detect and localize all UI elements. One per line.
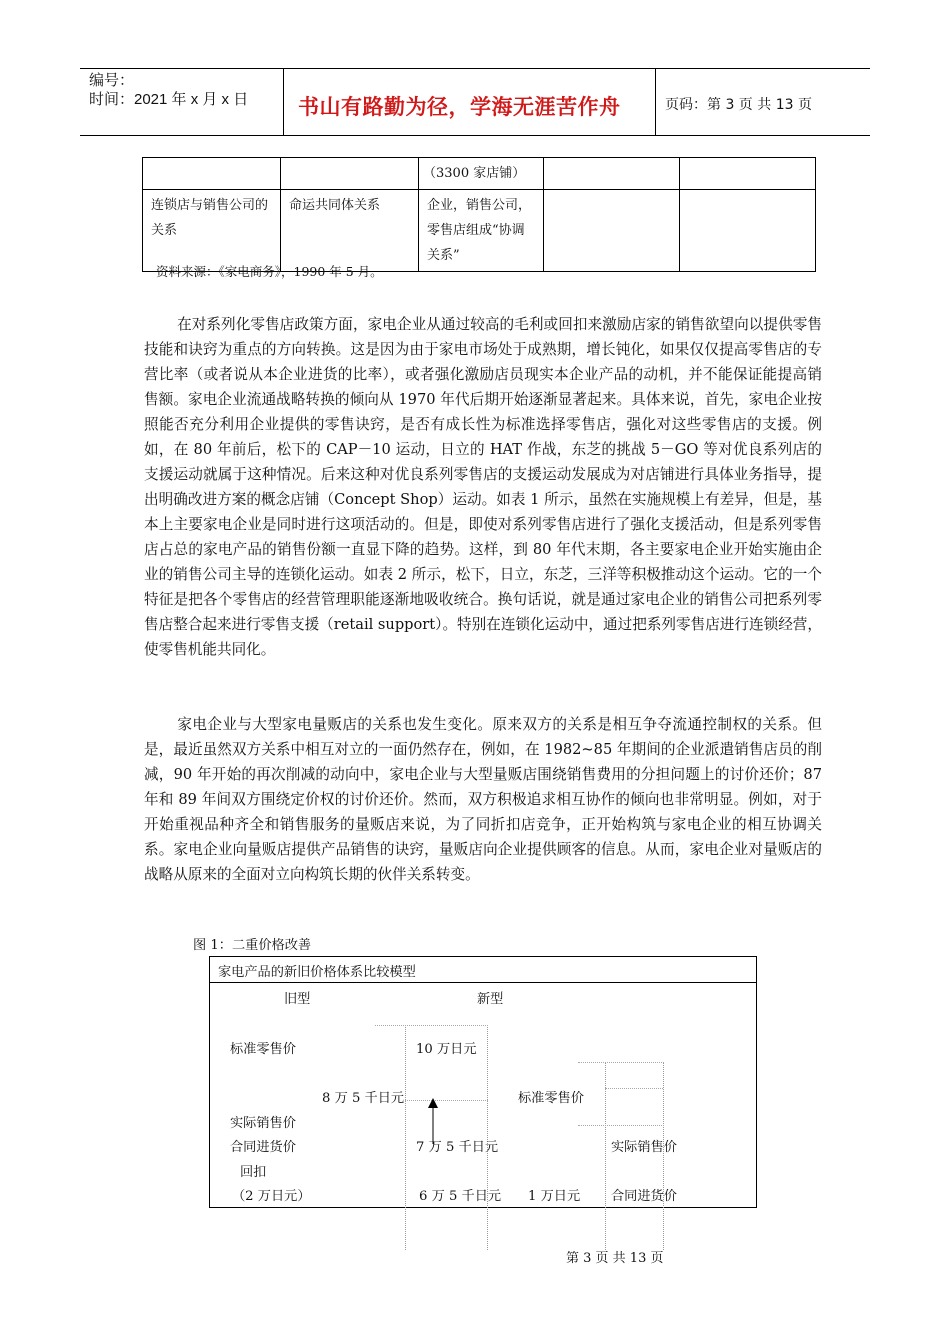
body-paragraph-2: 家电企业与大型家电量贩店的关系也发生变化。原来双方的关系是相互争夺流通控制权的关系。但是，最近虽然双方关系中相互对立的一面仍然存在，例如，在 1982~85 年期间的企业派遣销售店员的削减，90 年开始的再次削减的动向中，家电企业与大型量贩店围绕销售费用的分担问题上的讨价还价；87 年和 89 年间双方围绕定价权的讨价还价。然而，双方积极追求相互协作的倾向也非常明显。例如，对于开始重视品种齐全和销售服务的量贩店来说，为了同折扣店竞争，正开始构筑与家电企业的相互协调关系。家电企业向量贩店提供产品销售的诀窍，量贩店向企业提供顾客的信息。从而，家电企业对量贩店的战略从原来的全面对立向构筑长期的伙伴关系转变。 [144,716,822,883]
guide-line [663,1062,664,1250]
table-cell [544,158,680,190]
table-row [143,190,816,272]
table-source-note: 资料来源：《家电商务》，1990 年 5 月。 [156,264,383,279]
actual-new-label: 实际销售价 [611,1140,677,1155]
guide-line [405,1100,488,1101]
header-motto: 书山有路勤为径，学海无涯苦作舟 [298,95,621,119]
std-retail-new-label: 标准零售价 [518,1091,584,1106]
table-row [143,158,816,190]
figure-caption: 图 1：二重价格改善 [193,938,312,953]
header-divider-left [283,68,284,136]
guide-line [405,1025,406,1250]
table-cell [680,158,816,190]
table-cell: 企业，销售公司，零售店组成“协调关系” [419,190,544,272]
price-10-wan: 10 万日元 [416,1042,477,1057]
figure-title: 家电产品的新旧价格体系比较模型 [218,965,416,980]
body-paragraph-1: 在对系列化零售店政策方面，家电企业从通过较高的毛利或回扣来激励店家的销售欲望向以提供零售技能和诀窍为重点的方向转换。这是因为由于家电市场处于成熟期，增长钝化，如果仅仅提高零售店的专营比率（或者说从本企业进货的比率），或者强化激励店员现实本企业产品的动机，并不能保证能提高销售额。家电企业流通战略转换的倾向从 1970 年代后期开始逐渐显著起来。具体来说，首先，家电企业按照能否充分利用企业提供的零售诀窍，是否有成长性为标准选择零售店，强化对这些零售店的支援。例如，在 80 年前后，松下的 CAP－10 运动，日立的 HAT 作战，东芝的挑战 5－GO 等对优良系列店的支援运动就属于这种情况。后来这种对优良系列零售店的支援运动发展成为对店铺进行具体业务指导，提出明确改进方案的概念店铺（Concept Shop）运动。如表 1 所示，虽然在实施规模上有差异，但是，基本上主要家电企业是同时进行这项活动的。但是，即使对系列零售店进行了强化支援活动，但是系列零售店占总的家电产品的销售份额一直显下降的趋势。这样，到 80 年代末期，各主要家电企业开始实施由企业的销售公司主导的连锁化运动。如表 2 所示，松下，日立，东芝，三洋等积极推动这个运动。它的一个特征是把各个零售店的经营管理职能逐渐地吸收统合。换句话说，就是通过家电企业的销售公司把系列零售店整合起来进行零售支援（retail support）。特别在连锁化运动中，通过把系列零售店进行连锁经营，使零售机能共同化。 [144,316,822,658]
table-cell [143,158,281,190]
header-number-label: 编号： [89,72,135,89]
price-7-5: 7 万 5 千日元 [416,1140,499,1155]
header-top-rule [80,68,870,69]
rebate-amount: （2 万日元） [232,1189,311,1204]
page-footer: 第 3 页 共 13 页 [566,1251,664,1266]
table-cell [544,190,680,272]
std-retail-old-label: 标准零售价 [230,1042,296,1057]
table-cell: 命运共同体关系 [281,190,419,272]
header-page-code: 页码：第 3 页 共 13 页 [665,97,812,113]
price-1-wan: 1 万日元 [528,1189,581,1204]
price-8-5: 8 万 5 千日元 [322,1091,405,1106]
continuation-table [142,157,816,272]
guide-line [578,1125,664,1126]
guide-line [605,1062,606,1250]
actual-old-label: 实际销售价 [230,1116,296,1131]
contract-new-label: 合同进货价 [611,1189,677,1204]
guide-line [578,1062,664,1063]
table-cell [281,158,419,190]
header-time-label: 时间：2021 年 x 月 x 日 [89,91,249,108]
contract-old-label: 合同进货价 [230,1140,296,1155]
header-divider-right [655,68,656,136]
new-type-label: 新型 [477,992,504,1007]
guide-line [375,1025,488,1026]
figure-title-rule [209,982,756,983]
price-6-5: 6 万 5 千日元 [419,1189,502,1204]
rebate-label: 回扣 [240,1165,267,1180]
table-cell [680,190,816,272]
old-type-label: 旧型 [284,992,311,1007]
header-bottom-rule [80,135,870,136]
table-cell: （3300 家店铺） [419,158,544,190]
table-cell: 连锁店与销售公司的关系 [143,190,281,272]
guide-line [605,1088,663,1089]
